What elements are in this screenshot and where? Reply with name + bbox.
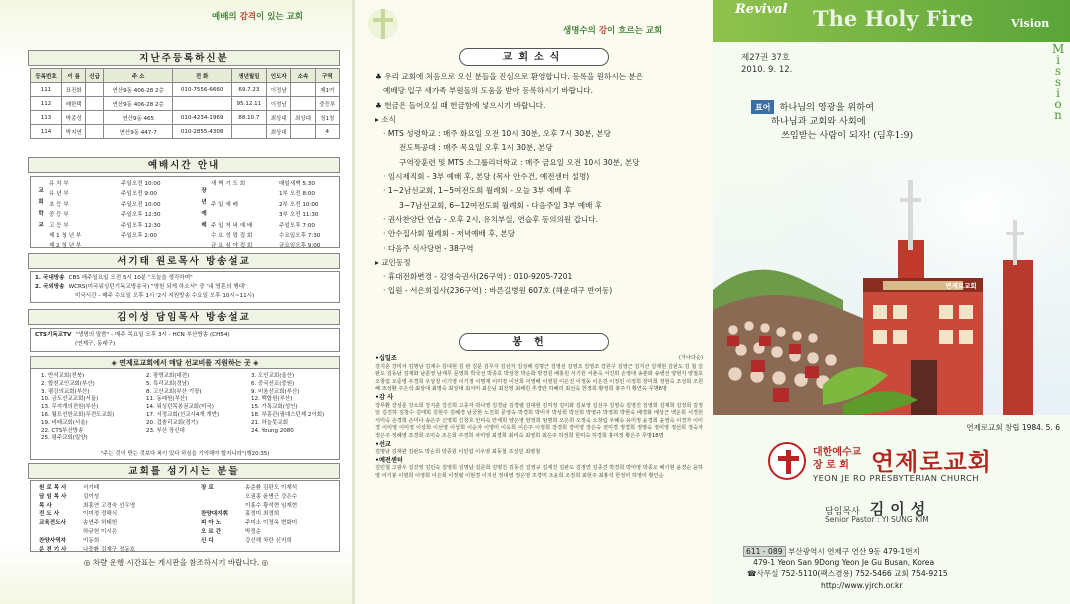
table-cell (231, 125, 266, 139)
registration-title: 지난주등록하신분 (28, 50, 340, 66)
schedule-entry: 1부 오전 8:00 (279, 191, 315, 198)
staff-row (39, 502, 135, 511)
table-cell: 112 (31, 97, 62, 111)
staff-row (39, 537, 135, 546)
registration-header-row (31, 69, 340, 83)
staff-row (39, 484, 135, 493)
revival-text: Revival (735, 2, 788, 17)
reg-header-cell: 신급 (86, 69, 103, 83)
schedule-entry: 매일새벽 5:30 (279, 181, 315, 187)
table-row (31, 83, 340, 97)
volume-number: 제27권 37호 (741, 53, 790, 63)
church-name-english: YEON JE RO PRESBYTERIAN CHURCH (813, 473, 980, 483)
reg-header-cell: 소속 (291, 69, 315, 83)
news-item: · 휴대전화변경 - 김영숙권사(26구역) : 010-9205-7201 (383, 272, 573, 282)
broadcast-row (35, 340, 335, 349)
reg-header-cell: 인도자 (267, 69, 291, 83)
founding-date: 연제로교회 창립 1984. 5. 6 (966, 423, 1060, 432)
news-item: 전도특공대 : 매주 목요일 오후 1시 30분, 본당 (399, 143, 553, 153)
offering-category: •십일조 (375, 355, 397, 362)
table-cell: 최상대 (267, 111, 291, 125)
broadcast-text: WCRS(미국워싱턴기독교방송국) "영원 되게 하소서" 중 '내 영혼의 행대' (68, 284, 246, 290)
broadcast-text: CBS 매주일요일 오전 5시 10분 "오늘을 생각하며" (68, 275, 193, 281)
support-item: 9. 비움선교회(부산) (251, 388, 300, 395)
staff-row (39, 519, 135, 528)
offering-head (375, 394, 703, 403)
support-item: 22. CTS부산방송 (41, 427, 84, 434)
news-item: · 입원 - 서은희집사(236구역) : 바른길병원 607호 (해운대구 반여동) (383, 286, 613, 296)
offering-head (375, 441, 703, 450)
support-item: 12. 백합원(부산) (251, 396, 293, 403)
church-photo-illustration (713, 160, 1070, 415)
broadcast-row (35, 283, 335, 292)
table-cell: 중등부 (315, 97, 339, 111)
staff-col-2 (201, 484, 297, 546)
schedule-entry: 새 벽 기 도 회 (211, 181, 246, 187)
schedule-entry: 수 요 성 령 집 회 (211, 232, 253, 239)
phone-numbers: ☎사무실 752-5110(팩스겸용) 752-5466 교회 754-9215 (747, 569, 948, 579)
news-item: · 안수집사회 월례회 - 저녁예배 후, 본당 (383, 229, 516, 239)
holy-fire-text: The Holy Fire (813, 6, 974, 31)
offering-names: 강지훈 강미자 김명남 김계수 김대현 김 관 김문 김무자 김선자 김성해 김명근 김영선 김영조 김영조 강원구 김영근 김지산 김제현 김판도 김 철 김판도 김동남 김재화 남훈영 남재무 문영희 박국선 박종호 박상천 박순화 방경원 배홍원 서기원 서춘숙 서진희 손영애 송춘화 송병선 양현지 양철호 오창림 오준영 우경희 우상청 이기영 이기정 이명재 이미정 이선희 이영배 이영원 이은진 이정동 이은진 이정민 이정희 장미희 정현숙 조성희 조원혜 조성환 주은석 최상대 최명숙 최상대 최서미 최은님 최진영 최해원 추경란 하혜리 최선숙 한정희 황정희 홍주기 황연옥 무명6명 (375, 363, 703, 393)
support-item: 8. 고산교회(부산 기장) (146, 388, 202, 395)
theme-tag: 표어 (751, 100, 774, 114)
staff-names: 주미소 이정옥 변화미 (245, 520, 298, 527)
offering-group (375, 355, 703, 394)
offering-note: (가나다순) (678, 355, 703, 361)
staff-role: 담 임 목 사 (39, 493, 67, 500)
broadcast-text: (연제구, 동래구) (75, 341, 116, 347)
support-col-2 (146, 373, 219, 435)
offering-category: •감 사 (375, 393, 394, 401)
table-cell (291, 125, 315, 139)
offering-names: 김민철 고광우 김진영 김민숙 김영희 김명남 김준희 김명진 김동진 김영규 김재진 김판도 김정연 김종진 박경희 박미영 박종오 배기현 윤경순 윤하영 이기봉 이명희 이영희 이은희 이정렬 이현경 이지선 정대영 정은영 조경미 조윤희 조정희 최현주 최홍석 한정미 허영미 황인순 (375, 465, 703, 479)
schedule-entry: 제 1 청 년 부 (49, 232, 82, 239)
reg-header-cell: 생년월일 (231, 69, 266, 83)
support-item: 20. 겁솔리교회(경기) (146, 419, 198, 426)
table-cell: 111 (31, 83, 62, 97)
staff-role: 전 도 사 (39, 511, 60, 518)
mission-letter: i (1056, 53, 1060, 67)
schedule-entry: 3부 오전 11:30 (279, 212, 319, 219)
reg-header-cell: 이 름 (62, 69, 86, 83)
table-cell: 박종성 (62, 111, 86, 125)
news-item: · 다음주 식사당번 - 38구역 (383, 243, 474, 253)
support-item: 2. 광명교회(대전) (146, 373, 190, 379)
adult-worship-label: 장년예배 (200, 187, 206, 233)
table-cell: 배한택 (62, 97, 86, 111)
schedule-entry: 주일오전 10:00 (121, 181, 161, 187)
staff-row (201, 537, 297, 546)
offering-names: 강무환 강성훈 강소희 강지훈 강진희 고종자 곽나영 김경남 김경렬 김대현 김미정 김미화 김보영 김선주 김영숙 김영진 김영희 김재희 김정희 김정일 김진하 김창수 김태희 김현주 김혜경 남궁현 노진희 문영숙 박경희 박미자 박상희 박선희 박영규 박정희 박현숙 배경화 배상근 백운희 서경원 서미숙 손경희 손미나 송은주 신영희 신창호 안미숙 안재희 양은영 양정희 엄명희 오은희 오정숙 오창림 우혜숙 유미정 윤경희 윤영숙 이경자 이미경 이미영 이미정 이상희 이선영 이성희 이순자 이영미 이옥희 이은주 이정희 장경희 장미영 장은숙 전미경 정경희 정명숙 정미영 정선희 정숙자 정은주 정혜영 조경희 조미숙 조은희 주경희 차미영 최경희 최미숙 최영희 최은주 하정희 한미숙 허경희 홍미정 황은주 무명18명 (375, 402, 703, 439)
pastor-label: 담임목사 (825, 507, 860, 517)
schedule-entry (121, 241, 191, 251)
broadcast-row (35, 292, 335, 301)
motto2-post: 이 흐르는 교회 (607, 26, 663, 36)
support-item: 3. 평강의교회(부산) (41, 388, 90, 395)
church-school-label: 교회학교 (37, 187, 43, 233)
staff-role: 교육전도사 (39, 520, 67, 527)
staff-role: 운 전 기 사 (39, 546, 67, 553)
table-cell: 010-7556-6660 (173, 83, 231, 97)
news-item: · MTS 성령학교 : 매주 화요일 오전 10시 30분, 오후 7시 30분, 본당 (383, 129, 611, 139)
staff-role: 오 르 간 (201, 528, 222, 535)
church-address (743, 546, 1053, 591)
staff-names: 오권홍 윤병근 강은수 (245, 493, 298, 500)
mission-letter: n (1054, 108, 1062, 122)
table-cell: 114 (31, 125, 62, 139)
staff-names: 강신해 차란 신지희 (245, 537, 292, 544)
mission-vertical-text (1052, 44, 1064, 121)
table-cell (86, 111, 103, 125)
support-item: 11. 동래원(부산) (146, 396, 188, 403)
theme-line-3: 쓰임받는 사람이 되자! (딤후1:9) (781, 130, 914, 141)
news-list (375, 70, 705, 299)
news-item: · 1~2남선교회, 1~5여전도회 월례회 - 오늘 3부 예배 후 (383, 186, 572, 196)
schedule-entry: 유 년 부 (49, 191, 69, 198)
schedule-entry: 초 등 부 (49, 201, 69, 208)
broadcast-row (35, 274, 335, 283)
staff-role: 장 로 (201, 485, 214, 491)
table-cell: 연산9동 406-28 2층 (103, 97, 173, 111)
motto2-pre: 생명수의 (563, 26, 599, 36)
cross-ornament-icon (365, 4, 401, 46)
registration-table (30, 68, 340, 139)
staff-names: 김이성 (83, 493, 100, 500)
offering-list (375, 355, 703, 481)
mission-letter: s (1054, 64, 1062, 78)
support-verse: "주는 것이 받는 것보다 복이 있다 하심을 기억해야 할지니라"(행20:35) (100, 451, 270, 457)
staff-row (201, 510, 297, 519)
schedule-entry: 수요일오후 7:30 (279, 232, 321, 239)
table-row (31, 97, 340, 111)
schedule-entry: 주일오후 7:00 (279, 222, 315, 229)
staff-names: 이동희 (83, 537, 100, 544)
broadcast-text: "생명의 말씀" - 매주 목요일 오후 3시 - HCN 부산방송 (CH54) (75, 332, 230, 338)
support-item: 1. 반석교회(전북) (41, 373, 85, 379)
support-item: 19. 비래교회(서울) (41, 419, 88, 426)
staff-names: 최홍연 고경숙 선우영 (83, 502, 136, 509)
table-cell (173, 97, 231, 111)
motto2-highlight: 강 (598, 26, 608, 36)
postal-code: 611 - 089 (743, 546, 786, 557)
cover-panel (713, 0, 1070, 604)
table-cell: 표진화 (62, 83, 86, 97)
news-item: 예배당 입구 새가족 부원들의 도움을 받아 등록하시기 바랍니다. (383, 86, 594, 96)
news-item: ▸ 소식 (375, 114, 396, 124)
news-item: 3~7남선교회, 6~12여전도회 월례회 - 다음주일 3부 예배 후 (399, 200, 603, 210)
support-item: 24. Young 2080 (251, 427, 294, 434)
broadcast-tag: 1. 국내방송 (35, 275, 65, 281)
support-item: 17. 서정교회(선교사4개 개반) (146, 411, 220, 418)
motto-2 (563, 24, 662, 36)
denomination-line-1: 대한예수교 (813, 447, 862, 458)
mission-support-box (30, 356, 340, 460)
staff-role: 원 로 목 사 (39, 485, 67, 491)
table-cell: 연산9동 406-28 2층 (103, 83, 173, 97)
address-english: 479-1 Yeon San 9Dong Yeon Je Gu Busan, Korea (753, 558, 935, 568)
staff-row (39, 493, 135, 502)
staff-names: 박정순 (245, 528, 262, 535)
mission-letter: s (1054, 75, 1062, 89)
support-item: 3. 도인교회(울산) (251, 373, 295, 379)
schedule-entry: 금 요 심 야 집 회 (211, 243, 253, 250)
schedule-entry: 주 일 저 녁 예 배 (211, 222, 253, 229)
staff-row (39, 546, 135, 555)
table-cell: 010-4234-1969 (173, 111, 231, 125)
schedule-entry: 금요일오후 9:00 (279, 243, 321, 250)
staff-row (39, 510, 135, 519)
schedule-entry: 2부 오전 10:00 (279, 201, 319, 208)
offering-names: 김명남 김재관 김판도 박순희 박종원 이민섭 이우영 최동철 조성민 최병철 (375, 449, 541, 456)
denomination-line-2: 장 로 회 (813, 460, 849, 471)
worship-right-times (279, 179, 341, 252)
broadcast-tag: CTS기독교TV (35, 332, 72, 338)
table-cell (86, 125, 103, 139)
building-sign: 연제로교회 (945, 282, 977, 290)
schedule-entry: 중 등 부 (49, 212, 69, 219)
table-cell: 이정남 (267, 83, 291, 97)
motto-post: 이 있는 교회 (256, 12, 304, 22)
schedule-entry: 주 일 예 배 (211, 201, 238, 208)
table-cell: 113 (31, 111, 62, 125)
staff-row (201, 519, 297, 528)
staff-names: 이미정 정해식 (83, 511, 118, 518)
offering-head (375, 355, 703, 364)
offering-title: 봉헌 (459, 333, 609, 351)
staff-names: 송연주 허태헌 (83, 520, 118, 527)
schedule-entry (211, 189, 277, 199)
staff-role: 찬양사역자 (39, 537, 67, 544)
table-cell (291, 97, 315, 111)
registration-body (31, 83, 340, 139)
news-item: ♣ 우리 교회에 처음으로 오신 분들을 진심으로 환영합니다. 등록을 원하시는 분은 (375, 72, 644, 81)
schedule-entry (211, 210, 277, 220)
denomination (813, 446, 861, 472)
support-col-1 (41, 373, 114, 443)
issue-info (741, 52, 792, 76)
staff-names: 하규헌 이시은 (83, 528, 118, 535)
staff-names: 서기태 (83, 485, 100, 491)
mission-letter: M (1052, 42, 1065, 56)
staff-role: 신 디 (201, 537, 214, 544)
worship-right-names (211, 179, 277, 252)
support-item: 15. 가톡교회(성인) (251, 404, 298, 411)
middle-panel (355, 0, 713, 604)
schedule-entry: 유 치 부 (49, 181, 69, 187)
reg-header-cell: 등록번호 (31, 69, 62, 83)
theme-line-2: 하나님과 교회와 사회에 (771, 116, 866, 127)
address-korean: 부산광역시 연제구 연산 9동 479-1번지 (787, 547, 920, 556)
support-item: 16. 월트선한교회(무전도교회) (41, 411, 115, 418)
offering-group (375, 394, 703, 441)
broadcast-row (35, 331, 335, 340)
staff-role: 찬양대지휘 (201, 511, 229, 518)
table-cell: 제1여 (315, 83, 339, 97)
staff-names: 이홍수 황석현 임재현 (245, 502, 298, 509)
staff-row (201, 484, 297, 493)
mission-letter: i (1056, 86, 1060, 100)
news-item: · 임시제직회 - 3부 예배 후, 본당 (목사 안수건, 예전센터 설명) (383, 172, 590, 182)
table-cell: 95.12.11 (231, 97, 266, 111)
table-row (31, 125, 340, 139)
support-item: 13. 무지개의전원(부산) (41, 404, 99, 411)
staff-row (201, 502, 297, 511)
table-cell: 연산9동 465 (103, 111, 173, 125)
schedule-entry: 주일오전 10:00 (121, 201, 161, 208)
support-item: 21. 하늘못교회 (251, 419, 289, 426)
staff-title: 교회를 섬기시는 분들 (28, 463, 340, 479)
offering-group (375, 441, 703, 457)
reg-header-cell: 주 소 (103, 69, 173, 83)
staff-row (201, 528, 297, 537)
schedule-entry: 제 2 청 년 부 (49, 243, 82, 250)
website-url[interactable]: http://www.yjrch.or.kr (821, 580, 903, 590)
staff-role: 피 아 노 (201, 520, 222, 527)
staff-row (39, 528, 135, 537)
support-item: 25. 평주교회(밀양) (41, 435, 88, 442)
broadcast1-box (30, 271, 340, 303)
support-item: 23. 부산 장신대 (146, 427, 185, 434)
table-cell (86, 83, 103, 97)
staff-names: 홍정미 최경희 (245, 511, 280, 518)
support-col-3 (251, 373, 324, 435)
news-item: · 권사찬양단 연습 - 오후 2시, 유치부실, 연습후 동의의원 갑니다. (383, 214, 599, 224)
broadcast2-box (30, 328, 340, 352)
revival-banner (713, 0, 1070, 42)
table-cell (86, 97, 103, 111)
offering-category: •선교 (375, 440, 391, 448)
table-cell: 010-2855-4308 (173, 125, 231, 139)
staff-names: 송준환 김판도 이재석 (245, 485, 298, 491)
broadcast-text: 미국시간 - 매주 수요일 오후 1시 '2시 지원방송 수요일 오후 10시~11시) (75, 293, 255, 299)
schedule-entry: 주일오후 12:30 (121, 222, 161, 229)
issue-date: 2010. 9. 12. (741, 65, 793, 75)
offering-category: •예전센터 (375, 456, 403, 464)
broadcast2-title: 김이성 담임목사 방송설교 (28, 309, 340, 325)
reg-header-cell: 구역 (315, 69, 339, 83)
footer-note: ◎ 차량 운행 시간표는 게시판을 참조하시기 바랍니다. ◎ (83, 558, 269, 567)
news-title: 교회소식 (459, 48, 609, 66)
church-name: 연제로교회 (871, 447, 992, 476)
table-cell: 최상대 (267, 125, 291, 139)
table-cell: 연산9동 447-7 (103, 125, 173, 139)
staff-row (201, 493, 297, 502)
mission-letter: o (1054, 97, 1062, 111)
worship-left-names (49, 179, 121, 252)
church-logo-icon (768, 442, 806, 480)
staff-role: 목 사 (39, 502, 52, 509)
reg-header-cell: 전 화 (173, 69, 231, 83)
motto-highlight: 감격 (239, 12, 257, 22)
table-cell: 88.10.7 (231, 111, 266, 125)
support-item: 18. 부흥관(필대스턴제 2이회) (251, 411, 325, 418)
vision-text: Vision (1011, 17, 1050, 30)
pastor-name-english: Senior Pastor : YI SUNG KIM (825, 515, 929, 524)
news-item: ♣ 헌금은 들어오실 때 헌금함에 넣으시기 바랍니다. (375, 100, 546, 110)
support-item: 5. 특리교회(경남) (146, 380, 190, 387)
table-row (31, 111, 340, 125)
table-cell: 청1청 (315, 111, 339, 125)
news-item: 구역장훈련 및 MTS 소그룹리더학교 : 매주 금요일 오전 10시 30분, 본당 (399, 157, 640, 167)
broadcast1-title: 서기태 원로목사 방송설교 (28, 253, 340, 269)
support-item: 6. 중국선교(중원) (251, 380, 295, 387)
pastor-name: 김이성 (869, 500, 932, 518)
schedule-entry: 주일오후 2:00 (121, 232, 157, 239)
table-cell (291, 83, 315, 97)
worship-schedule (30, 176, 340, 248)
motto (212, 10, 303, 22)
offering-group (375, 457, 703, 481)
staff-box (30, 480, 340, 552)
church-theme (751, 100, 913, 143)
broadcast-tag: 2. 국외방송 (35, 284, 65, 290)
support-item: 10. 금도선교교회(서울) (41, 396, 99, 403)
table-cell: 최상대 (291, 111, 315, 125)
table-cell: 박지연 (62, 125, 86, 139)
support-title: ◈ 연제로교회에서 매달 선교비를 지원하는 곳 ◈ (31, 357, 339, 369)
left-panel (0, 0, 352, 604)
table-cell: 이정남 (267, 97, 291, 111)
theme-line-1: 하나님의 영광을 위하여 (779, 102, 875, 113)
schedule-entry: 고 등 부 (49, 222, 69, 229)
support-item: 14. 워싱턴목봉권교회(미국) (146, 404, 214, 411)
staff-col-1 (39, 484, 135, 554)
news-item: ▸ 교인동정 (375, 257, 411, 267)
staff-names: 나중환 김재구 정동호 (83, 546, 136, 553)
worship-title: 예배시간 안내 (28, 157, 340, 173)
schedule-entry: 주일오전 9:00 (121, 191, 157, 198)
support-item: 2. 합천교인교회(부산) (41, 380, 95, 387)
table-cell: 4 (315, 125, 339, 139)
table-cell: 69.7.23 (231, 83, 266, 97)
motto-pre: 예배의 (212, 12, 240, 22)
worship-left-times (121, 179, 191, 252)
schedule-entry: 주일오후 12:30 (121, 212, 161, 219)
